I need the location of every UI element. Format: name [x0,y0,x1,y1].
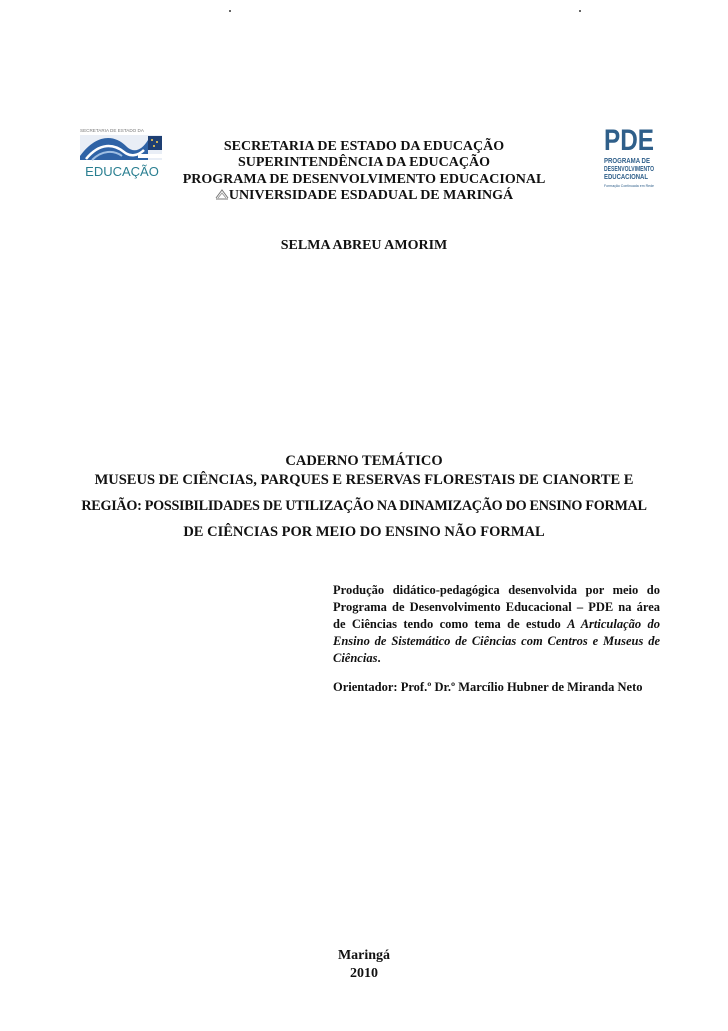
description-theme: A Articulação do Ensino de Sistemático de Ciências com Centros e Museus de Ciências [333,617,660,665]
city: Maringá [337,948,391,963]
title-line-2-text: REGIÃO: POSSIBILIDADES DE UTILIZAÇÃO NA DINAMIZAÇÃO DO ENSINO FORMAL [81,498,647,514]
pde-logo-line3: EDUCACIONAL [604,174,649,181]
advisor: Orientador: Prof.º Dr.º Marcílio Hubner de Miranda Neto [333,680,643,694]
seed-logo-bottom-text: EDUCAÇÃO [85,164,159,179]
pde-logo-line1: PROGRAMA DE [604,158,651,165]
header-universidade-text: UNIVERSIDADE ESDADUAL DE MARINGÁ [228,188,514,203]
description-text: Produção didático-pedagógica desenvolvida por meio do Programa de Desenvolvimento Educacional – PDE na área de Ciências tendo como tema de estudo [333,583,660,631]
title-line-2 [0,497,728,515]
production-description [333,582,660,667]
title-line-3: DE CIÊNCIAS POR MEIO DO ENSINO NÃO FORMAL [183,524,545,540]
top-dot-right [579,10,581,12]
header-universidade [0,187,728,205]
year: 2010 [350,966,378,981]
header-superintendencia: SUPERINTENDÊNCIA DA EDUCAÇÃO [237,155,491,170]
pde-logo-footer: Formação Continuada em Rede [604,184,654,188]
pde-logo-title: PDE [604,124,654,157]
author-name: SELMA ABREU AMORIM [280,238,448,253]
university-emblem-icon [215,188,229,200]
pde-logo-line2: DESENVOLVIMENTO [604,166,655,173]
description-suffix: . [377,651,381,665]
title-line-1: MUSEUS DE CIÊNCIAS, PARQUES E RESERVAS FLORESTAIS DE CIANORTE E [94,472,634,488]
seed-logo-top-text: SECRETARIA DE ESTADO DA [80,128,144,133]
document-type-label: CADERNO TEMÁTICO [285,453,443,469]
header-secretaria: SECRETARIA DE ESTADO DA EDUCAÇÃO [223,139,505,154]
top-dot-left [229,10,231,12]
header-programa: PROGRAMA DE DESENVOLVIMENTO EDUCACIONAL [182,172,546,187]
